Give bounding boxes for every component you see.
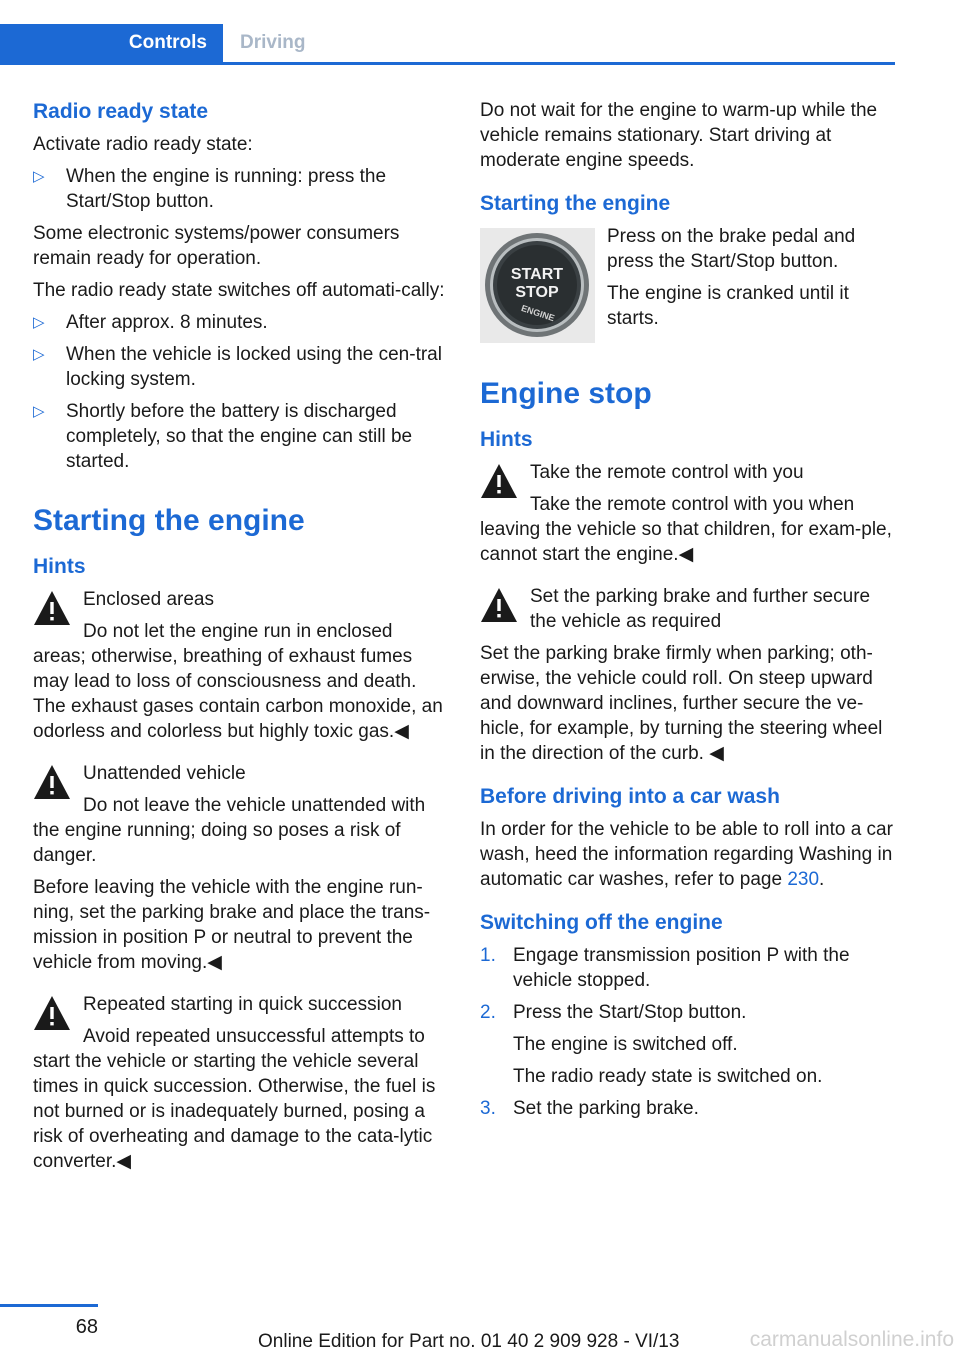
warning-triangle-icon: [33, 763, 71, 801]
parking-brake-text: Set the parking brake firmly when parking; oth‐erwise, the vehicle could roll. On steep upward and downward inclines, further secure the ve‐hicle, for example, by turning the steering wheel in the direction of the curb. ◀: [480, 643, 883, 764]
edition-note: Online Edition for Part no. 01 40 2 909 928 - VI/13: [258, 1331, 680, 1352]
warning-parking-brake: Set the parking brake and further secure the vehicle as required: [480, 584, 898, 634]
arrow-bullet-icon: ▷: [33, 314, 45, 331]
warning-repeated-starting: Repeated starting in quick succession Avoid repeated unsuccessful attempts to start the vehicle or starting the vehicle several times in quick succession. Otherwise, the fuel is not burned or is inadequately burned, posing a risk of overheating and damage to the cata‐lytic converter.◀: [33, 994, 436, 1172]
list-item: ▷ When the vehicle is locked using the cen‐tral locking system.: [33, 344, 442, 390]
list-item: ▷ When the engine is running: press the Start/Stop button.: [33, 166, 387, 212]
warning-triangle-icon: [480, 462, 518, 500]
starting-engine-heading: Starting the engine: [33, 504, 305, 537]
radio-ready-text: Some electronic systems/power consumers remain ready for operation.: [33, 223, 400, 269]
tab-controls[interactable]: Controls: [0, 24, 223, 62]
warning-triangle-icon: [33, 994, 71, 1032]
start-stop-button-icon: [480, 228, 595, 343]
svg-text:STOP: STOP: [515, 284, 559, 301]
tab-driving[interactable]: Driving: [240, 32, 306, 53]
page-number: 68: [75, 1316, 98, 1338]
arrow-bullet-icon: ▷: [33, 346, 45, 363]
car-wash-text: In order for the vehicle to be able to roll into a car wash, heed the information regarding Washing in automatic car washes, refer to page 230.: [480, 819, 893, 890]
warning-triangle-icon: [480, 586, 518, 624]
list-item: 3. Set the parking brake.: [480, 1098, 699, 1119]
switch-off-steps: [480, 943, 898, 1121]
starting-engine-subheading: Starting the engine: [480, 192, 671, 215]
engine-stop-heading: Engine stop: [480, 377, 652, 410]
arrow-bullet-icon: ▷: [33, 168, 45, 185]
list-item: ▷ After approx. 8 minutes.: [33, 312, 268, 333]
radio-off-list: [33, 310, 449, 474]
chapter-tabs: [0, 24, 895, 65]
page-link[interactable]: 230: [787, 869, 820, 890]
arrow-bullet-icon: ▷: [33, 403, 45, 420]
footer-rule: [0, 1304, 98, 1307]
start-stop-figure: [480, 224, 898, 342]
switching-off-heading: Switching off the engine: [480, 911, 723, 934]
warning-triangle-icon: [33, 589, 71, 627]
list-item: 2. Press the Start/Stop button. The engine is switched off. The radio ready state is switched on.: [480, 1002, 823, 1087]
warning-remote-control: Take the remote control with you Take the remote control with you when leaving the vehicle so that children, for exam‐ple, cannot start the engine.◀: [480, 462, 892, 565]
radio-activate-list: [33, 164, 449, 214]
svg-text:ENGINE: ENGINE: [519, 303, 556, 324]
radio-ready-text: The radio ready state switches off automati‐cally:: [33, 280, 445, 301]
parking-advice: Before leaving the vehicle with the engine run‐ning, set the parking brake and place the trans‐mission in position P or neutral to prevent the vehicle from moving.◀: [33, 877, 431, 973]
list-item: ▷ Shortly before the battery is discharged completely, so that the engine can still be started.: [33, 401, 413, 472]
radio-ready-intro: Activate radio ready state:: [33, 134, 253, 155]
left-column: [33, 98, 449, 1181]
watermark: carmanualsonline.info: [749, 1328, 954, 1351]
start-instruction: Press on the brake pedal and press the Start/Stop button.: [607, 226, 856, 272]
hints-heading: Hints: [33, 555, 86, 578]
car-wash-heading: Before driving into a car wash: [480, 785, 780, 808]
warning-enclosed-areas: Enclosed areas Do not let the engine run in enclosed areas; otherwise, breathing of exhaust fumes may lead to loss of consciousness and death. The exhaust gases contain carbon monoxide, an odorless and colorless but highly toxic gas.◀: [33, 589, 443, 742]
svg-text:START: START: [510, 266, 564, 283]
warmup-text: Do not wait for the engine to warm-up while the vehicle remains stationary. Start driving at moderate engine speeds.: [480, 100, 878, 171]
list-item: 1. Engage transmission position P with the vehicle stopped.: [480, 945, 850, 991]
hints-heading: Hints: [480, 428, 533, 451]
radio-ready-heading: Radio ready state: [33, 100, 209, 123]
warning-unattended-vehicle: Unattended vehicle Do not leave the vehicle unattended with the engine running; doing so poses a risk of danger.: [33, 763, 426, 866]
start-result: The engine is cranked until it starts.: [607, 283, 849, 329]
right-column: [480, 98, 898, 1128]
